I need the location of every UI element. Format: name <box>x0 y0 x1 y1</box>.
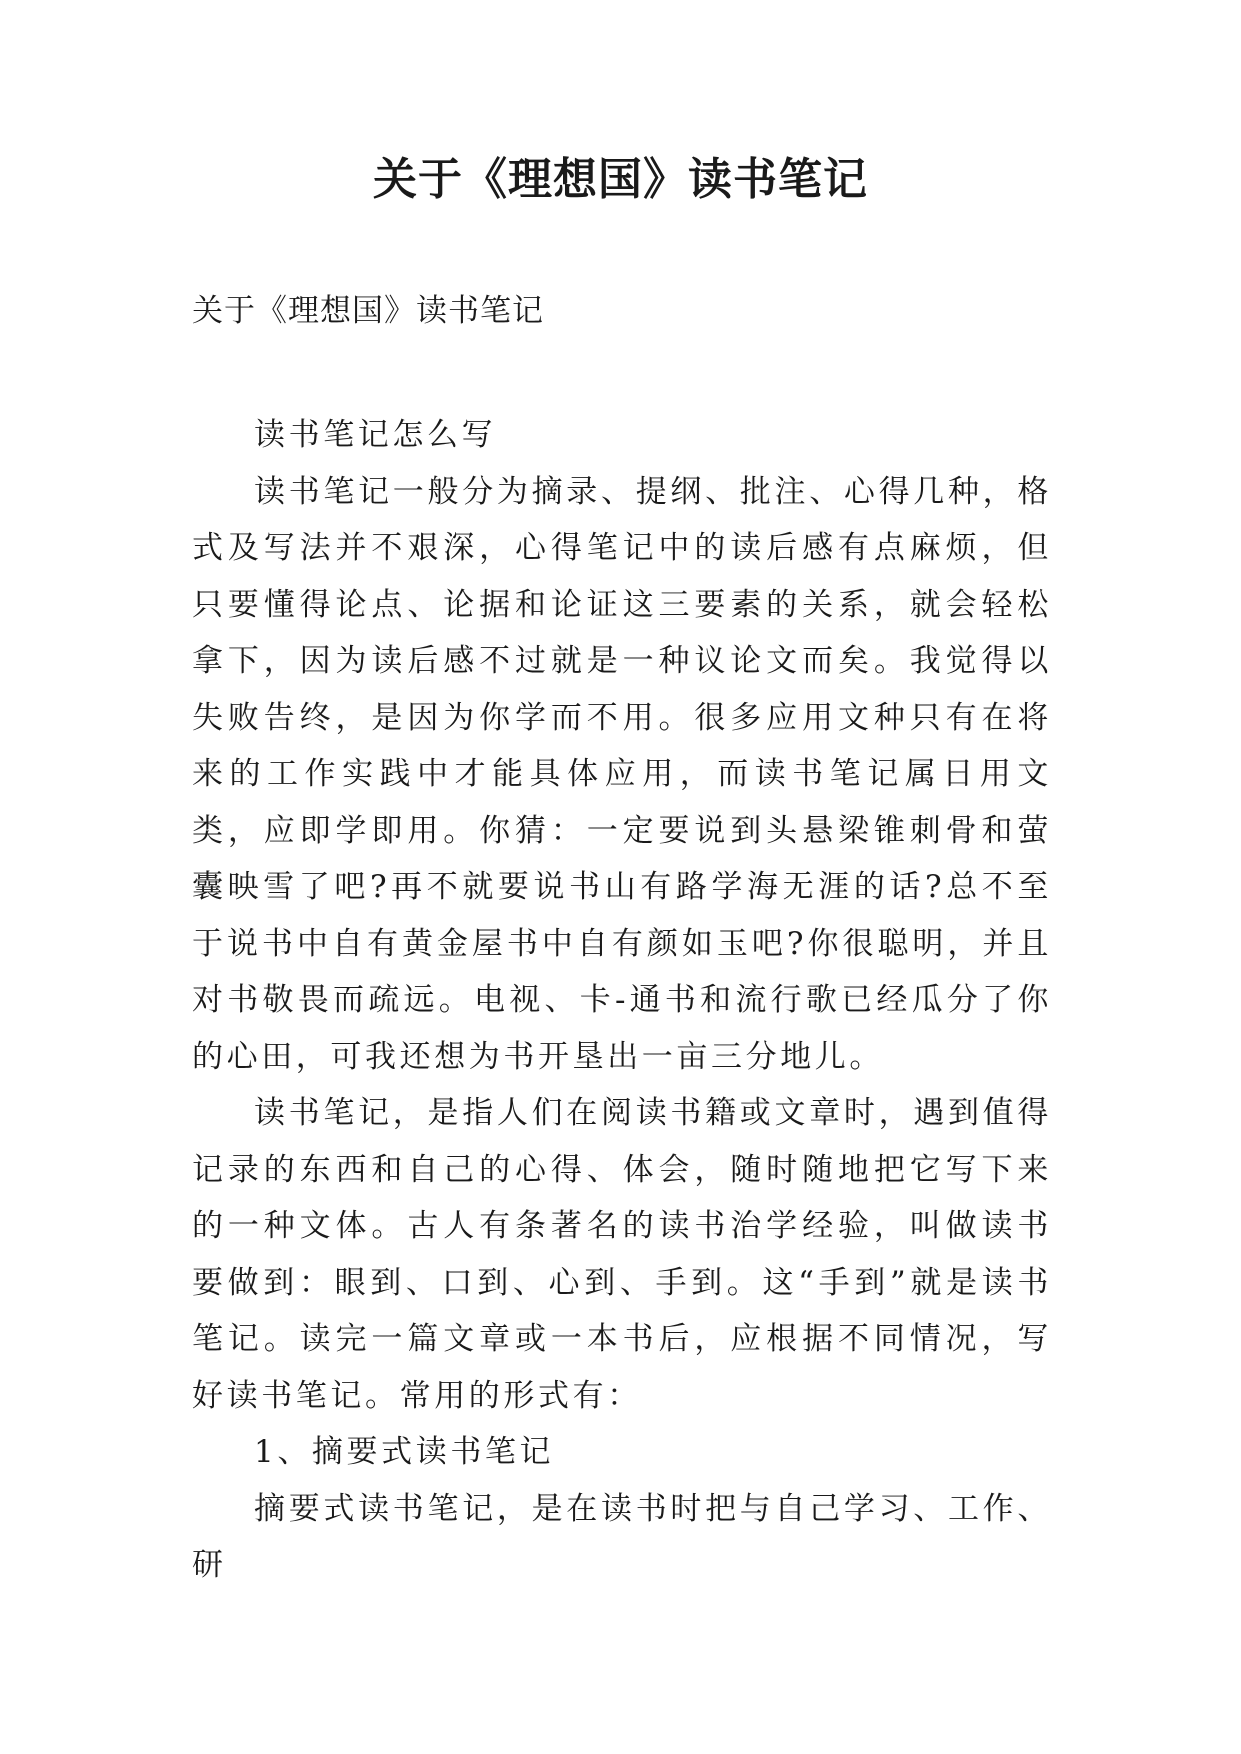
document-body <box>192 407 1052 1594</box>
document-subtitle: 关于《理想国》读书笔记 <box>192 293 544 329</box>
section-heading: 读书笔记怎么写 <box>254 417 497 453</box>
document-title: 关于《理想国》读书笔记 <box>373 154 868 205</box>
paragraph: 读书笔记，是指人们在阅读书籍或文章时，遇到值得记录的东西和自己的心得、体会，随时随地把它写下来的一种文体。古人有条著名的读书治学经验，叫做读书要做到：眼到、口到、心到、手到。这“手到”就是读书笔记。读完一篇文章或一本书后，应根据不同情况，写好读书笔记。常用的形式有： <box>192 1095 1052 1414</box>
paragraph: 摘要式读书笔记，是在读书时把与自己学习、工作、研 <box>192 1490 1052 1583</box>
list-heading: 1、摘要式读书笔记 <box>254 1434 555 1470</box>
paragraph: 读书笔记一般分为摘录、提纲、批注、心得几种，格式及写法并不艰深，心得笔记中的读后感有点麻烦，但只要懂得论点、论据和论证这三要素的关系，就会轻松拿下，因为读后感不过就是一种议论文而矣。我觉得以失败告终，是因为你学而不用。很多应用文种只有在将来的工作实践中才能具体应用，而读书笔记属日用文类，应即学即用。你猜：一定要说到头悬梁锥刺骨和萤囊映雪了吧?再不就要说书山有路学海无涯的话?总不至于说书中自有黄金屋书中自有颜如玉吧?你很聪明，并且对书敬畏而疏远。电视、卡-通书和流行歌已经瓜分了你的心田，可我还想为书开垦出一亩三分地儿。 <box>192 473 1052 1075</box>
